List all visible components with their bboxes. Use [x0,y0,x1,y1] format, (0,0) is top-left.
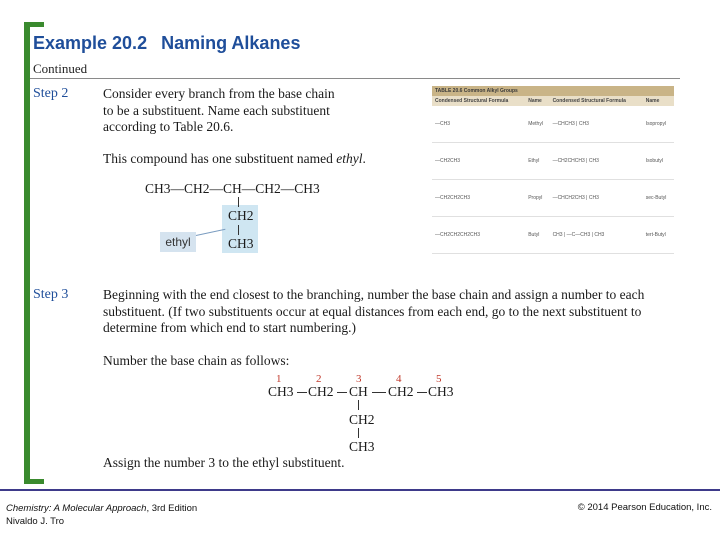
chain-group: CH3 [428,384,454,399]
footer-author: Nivaldo J. Tro [6,516,65,527]
step2-note [103,151,366,168]
continued-label: Continued [33,61,88,76]
step2-text-line: according to Table 20.6. [103,119,234,134]
table-cell: —CHCH2CH3 | CH3 [550,180,643,217]
note-suffix: . [362,151,366,166]
chain-number: 5 [436,373,442,385]
header-rule [30,78,680,79]
table-caption: TABLE 20.6 Common Alkyl Groups [432,86,674,96]
step3-text-line: determine from which end to start numbering.) [103,320,357,335]
ethyl-callout: ethyl [160,232,196,252]
footer-citation [6,502,197,528]
branch-bond-lower [238,225,239,235]
chain-group: CH2 [308,384,334,399]
step3-label: Step 3 [33,287,69,302]
chain-bond [417,392,427,393]
branch-top-formula: CH2 [349,412,375,427]
table-header: Condensed Structural Formula [550,96,643,106]
note-italic: ethyl [336,151,363,166]
left-accent-bar [24,22,30,484]
branch-bottom-formula: CH3 [349,439,375,454]
table-cell: Propyl [525,180,549,217]
table-cell: —CH3 [432,106,525,143]
step3-text-line: Beginning with the end closest to the branching, number the base chain and assign a number to each [103,287,645,302]
step3-text [103,287,678,337]
table-cell: tert-Butyl [643,217,674,254]
table-row [432,143,674,180]
ethyl-callout-pointer [196,229,226,236]
table-cell: Methyl [525,106,549,143]
branch-top-formula: CH2 [228,208,254,223]
chain-bond [297,392,307,393]
table-header: Name [643,96,674,106]
table-cell: Isopropyl [643,106,674,143]
table-cell: Isobutyl [643,143,674,180]
accent-bar-bottom [24,479,44,484]
book-title: Chemistry: A Molecular Approach [6,503,147,514]
branch-bottom-formula: CH3 [228,236,254,251]
chain-bond [372,392,386,393]
table-header: Name [525,96,549,106]
footer-book-line [6,502,197,515]
chain-group: CH2 [388,384,414,399]
branch-bond-lower [358,428,359,438]
branch-bond [358,400,359,410]
table-cell: —CH2CH2CH2CH3 [432,217,525,254]
table-cell: —CH2CH3 [432,143,525,180]
chain-number: 4 [396,373,402,385]
book-edition: , 3rd Edition [146,503,198,514]
step2-text-line: Consider every branch from the base chain [103,86,335,101]
alkyl-groups-table [432,86,674,254]
step2-text-line: to be a substituent. Name each substituent [103,102,330,118]
footer-copyright: © 2014 Pearson Education, Inc. [577,502,712,513]
table-row [432,180,674,217]
title-main: Example 20.2 [33,33,148,53]
step3-text-line: substituent. (If two substituents occur at equal distances from each end, go to the next substituent to [103,303,642,319]
note-prefix: This compound has one substituent named [103,151,337,166]
step3-number-intro: Number the base chain as follows: [103,353,290,368]
chain-group: CH [349,384,368,399]
base-chain-formula: CH3—CH2—CH—CH2—CH3 [145,181,320,196]
chain-number: 1 [276,373,282,385]
accent-bar-top [24,22,44,27]
table-cell: Butyl [525,217,549,254]
chain-bond [337,392,347,393]
title-sub: Naming Alkanes [161,33,301,53]
step2-label: Step 2 [33,86,69,101]
table-header-row [432,96,674,106]
step3-conclusion: Assign the number 3 to the ethyl substituent. [103,455,345,470]
table-header: Condensed Structural Formula [432,96,525,106]
table-cell: CH3 | —C—CH3 | CH3 [550,217,643,254]
chain-group: CH3 [268,384,294,399]
table-cell: sec-Butyl [643,180,674,217]
branch-bond [238,197,239,207]
page-title [33,33,300,54]
table-row [432,217,674,254]
footer-rule [0,489,720,491]
table-cell: —CH2CH2CH3 [432,180,525,217]
table-cell: Ethyl [525,143,549,180]
chain-number: 2 [316,373,322,385]
table-row [432,106,674,143]
table-cell: —CHCH3 | CH3 [550,106,643,143]
table-cell: —CH2CHCH3 | CH3 [550,143,643,180]
step2-text [103,86,423,136]
chain-number: 3 [356,373,362,385]
